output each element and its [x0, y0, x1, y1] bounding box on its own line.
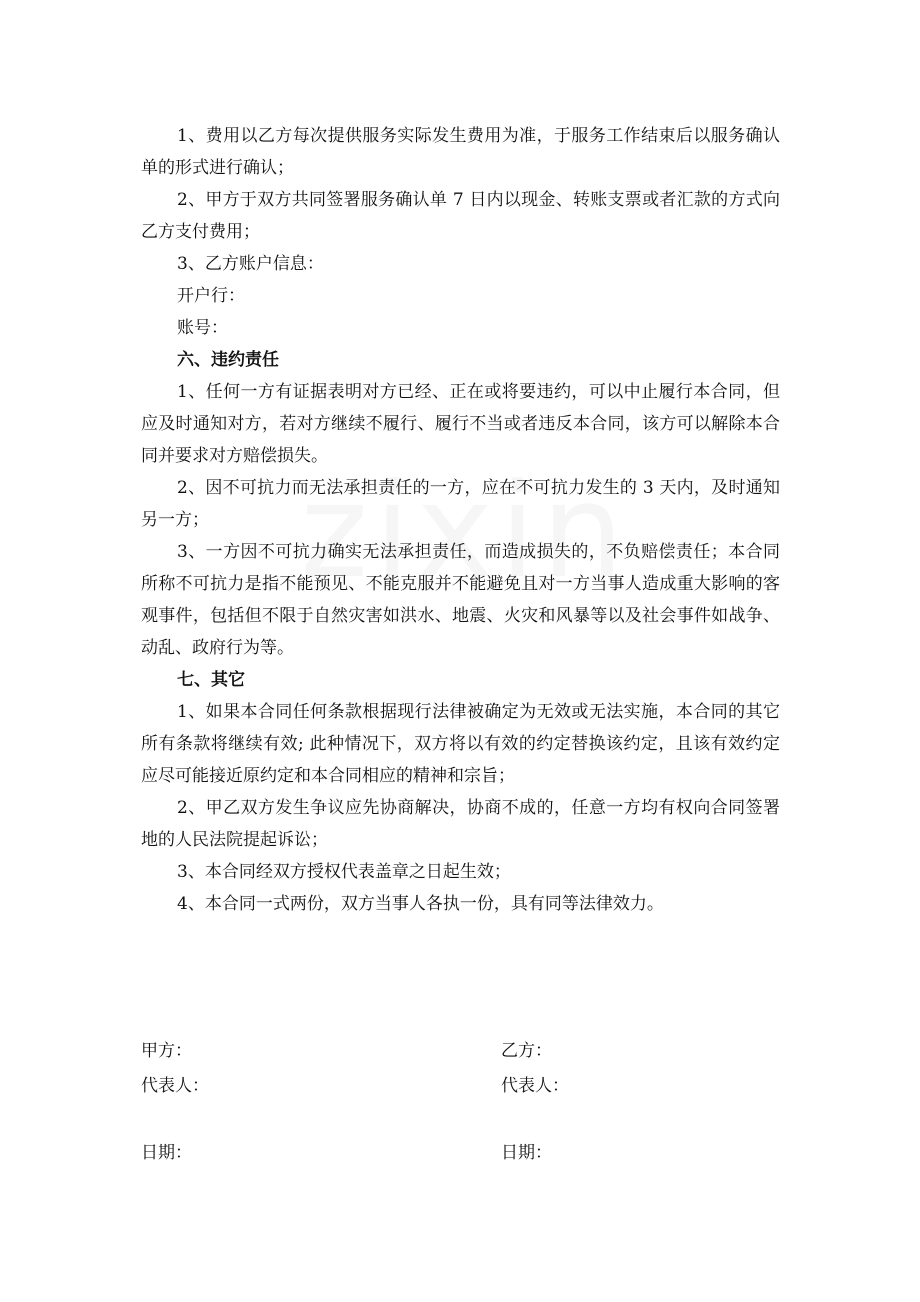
- other-clause-4: 4、本合同一式两份，双方当事人各执一份，具有同等法律效力。: [177, 894, 664, 914]
- section-heading-liability: 六、违约责任: [177, 350, 279, 370]
- other-clause-2: 2、甲乙双方发生争议应先协商解决，协商不成的，任意一方均有权向合同签署地的人民法院提起诉讼；: [141, 798, 780, 850]
- section-heading-other: 七、其它: [177, 670, 245, 690]
- other-clause-3: 3、本合同经双方授权代表盖章之日起生效；: [177, 862, 511, 882]
- party-a-representative-label: 代表人：: [141, 1076, 209, 1096]
- account-number-line: 账号：: [177, 318, 228, 338]
- liability-clause-2: 2、因不可抗力而无法承担责任的一方，应在不可抗力发生的 3 天内，及时通知另一方；: [141, 478, 780, 530]
- party-b-label: 乙方：: [501, 1041, 552, 1061]
- payment-clause-3: 3、乙方账户信息：: [177, 254, 324, 274]
- liability-clause-1: 1、任何一方有证据表明对方已经、正在或将要违约，可以中止履行本合同，但应及时通知对方，若对方继续不履行、履行不当或者违反本合同，该方可以解除本合同并要求对方赔偿损失。: [141, 382, 780, 466]
- party-b-date-label: 日期：: [501, 1143, 552, 1163]
- liability-clause-3: 3、一方因不可抗力确实无法承担责任，而造成损失的，不负赔偿责任；本合同所称不可抗力是指不能预见、不能克服并不能避免且对一方当事人造成重大影响的客观事件，包括但不限于自然灾害如洪水、地震、火灾和风暴等以及社会事件如战争、动乱、政府行为等。: [141, 542, 780, 658]
- contract-body: [141, 120, 780, 920]
- payment-clause-1: 1、费用以乙方每次提供服务实际发生费用为准，于服务工作结束后以服务确认单的形式进行确认；: [141, 126, 780, 178]
- party-b-representative-label: 代表人：: [501, 1076, 569, 1096]
- party-a-label: 甲方：: [141, 1041, 192, 1061]
- other-clause-1: 1、如果本合同任何条款根据现行法律被确定为无效或无法实施，本合同的其它所有条款将继续有效; 此种情况下，双方将以有效的约定替换该约定，且该有效约定应尽可能接近原约定和本合同相应的精神和宗旨；: [141, 702, 780, 786]
- bank-name-line: 开户行：: [177, 286, 245, 306]
- party-a-date-label: 日期：: [141, 1143, 192, 1163]
- payment-clause-2: 2、甲方于双方共同签署服务确认单 7 日内以现金、转账支票或者汇款的方式向乙方支付费用；: [141, 190, 780, 242]
